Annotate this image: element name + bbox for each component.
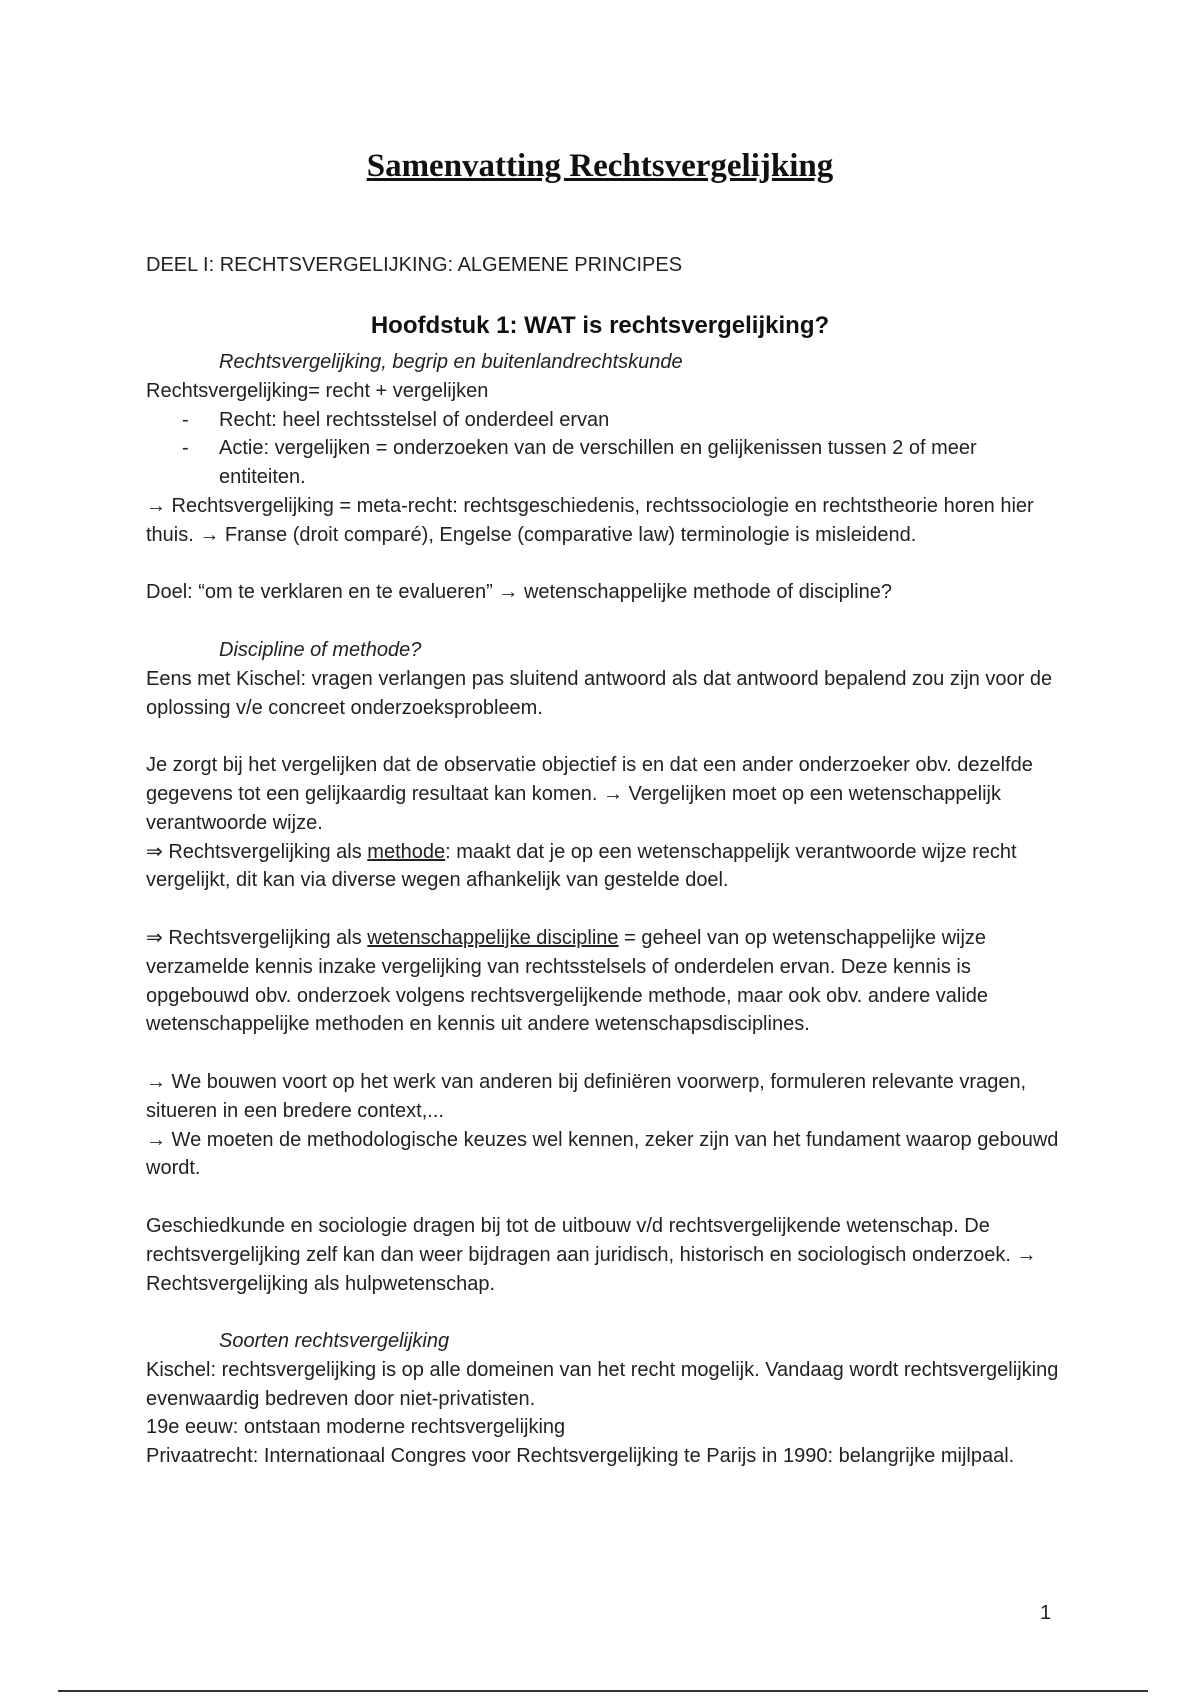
bullet-marker: -	[182, 437, 189, 460]
document-title: Samenvatting Rechtsvergelijking	[366, 148, 834, 184]
voortbouwen-paragraph: → We bouwen voort op het werk van anderen bij definiëren voorwerp, formuleren relevante vragen, situeren in een bredere context,...	[146, 1070, 1027, 1122]
hulpwetenschap-paragraph: Geschiedkunde en sociologie dragen bij tot de uitbouw v/d rechtsvergelijkende wetenschap. De rechtsvergelijking zelf kan dan weer bijdragen aan juridisch, historisch en sociologisch onderzoek. → Rechtsvergelijking als hulpwetenschap.	[146, 1214, 1037, 1295]
meta-recht-paragraph: → Rechtsvergelijking = meta-recht: rechtsgeschiedenis, rechtssociologie en rechtstheorie horen hier thuis. → Franse (droit comparé), Engelse (comparative law) terminologie is misleidend.	[146, 494, 1034, 546]
eeuw-paragraph: 19e eeuw: ontstaan moderne rechtsvergelijking	[146, 1416, 566, 1439]
list-item-text: Recht: heel rechtsstelsel of onderdeel ervan	[219, 408, 610, 431]
definition-paragraph: Rechtsvergelijking= recht + vergelijken	[146, 379, 489, 402]
objectief-paragraph: Je zorgt bij het vergelijken dat de observatie objectief is en dat een ander onderzoeker obv. dezelfde gegevens tot een gelijkaardig resultaat kan komen. → Vergelijken moet op een wetenschappelijk verantwoorde wijze.	[146, 754, 1033, 834]
domeinen-paragraph: Kischel: rechtsvergelijking is op alle domeinen van het recht mogelijk. Vandaag wordt rechtsvergelijking evenwaardig bedreven door niet-privatisten.	[146, 1358, 1059, 1410]
list-item	[146, 434, 1066, 492]
footer-divider	[58, 1690, 1148, 1692]
section-heading-begrip: Rechtsvergelijking, begrip en buitenlandrechtskunde	[219, 351, 683, 373]
page-number: 1	[1040, 1602, 1052, 1624]
kischel-paragraph: Eens met Kischel: vragen verlangen pas sluitend antwoord als dat antwoord bepalend zou zijn voor de oplossing v/e concreet onderzoeksprobleem.	[146, 667, 1053, 719]
methode-paragraph: ⇒ Rechtsvergelijking als methode: maakt dat je op een wetenschappelijk verantwoorde wijze recht vergelijkt, dit kan via diverse wegen afhankelijk van gestelde doel.	[146, 840, 1017, 892]
chapter-heading: Hoofdstuk 1: WAT is rechtsvergelijking?	[370, 312, 830, 339]
discipline-term: wetenschappelijke discipline	[367, 926, 619, 949]
section-heading-discipline: Discipline of methode?	[219, 638, 422, 661]
document-body	[146, 348, 1066, 1471]
list-item-text: Actie: vergelijken = onderzoeken van de verschillen en gelijkenissen tussen 2 of meer entiteiten.	[219, 437, 977, 489]
keuzes-paragraph: → We moeten de methodologische keuzes wel kennen, zeker zijn van het fundament waarop gebouwd wordt.	[146, 1128, 1059, 1180]
list-item	[146, 406, 1066, 435]
doel-paragraph: Doel: “om te verklaren en te evalueren” → wetenschappelijke methode of discipline?	[146, 581, 892, 604]
privaatrecht-paragraph: Privaatrecht: Internationaal Congres voor Rechtsvergelijking te Parijs in 1990: belangrijke mijlpaal.	[146, 1445, 1015, 1468]
part-heading: DEEL I: RECHTSVERGELIJKING: ALGEMENE PRINCIPES	[146, 254, 683, 276]
methode-term: methode	[367, 840, 446, 863]
bullet-marker: -	[182, 408, 189, 431]
discipline-paragraph: ⇒ Rechtsvergelijking als wetenschappelijke discipline = geheel van op wetenschappelijke wijze verzamelde kennis inzake vergelijking van rechtsstelsels of onderdelen ervan. Deze kennis is opgebouwd obv. onderzoek volgens rechtsvergelijkende methode, maar ook obv. andere valide wetenschappelijke methoden en kennis uit andere wetenschapsdisciplines.	[146, 926, 989, 1036]
section-heading-soorten: Soorten rechtsvergelijking	[219, 1330, 450, 1353]
